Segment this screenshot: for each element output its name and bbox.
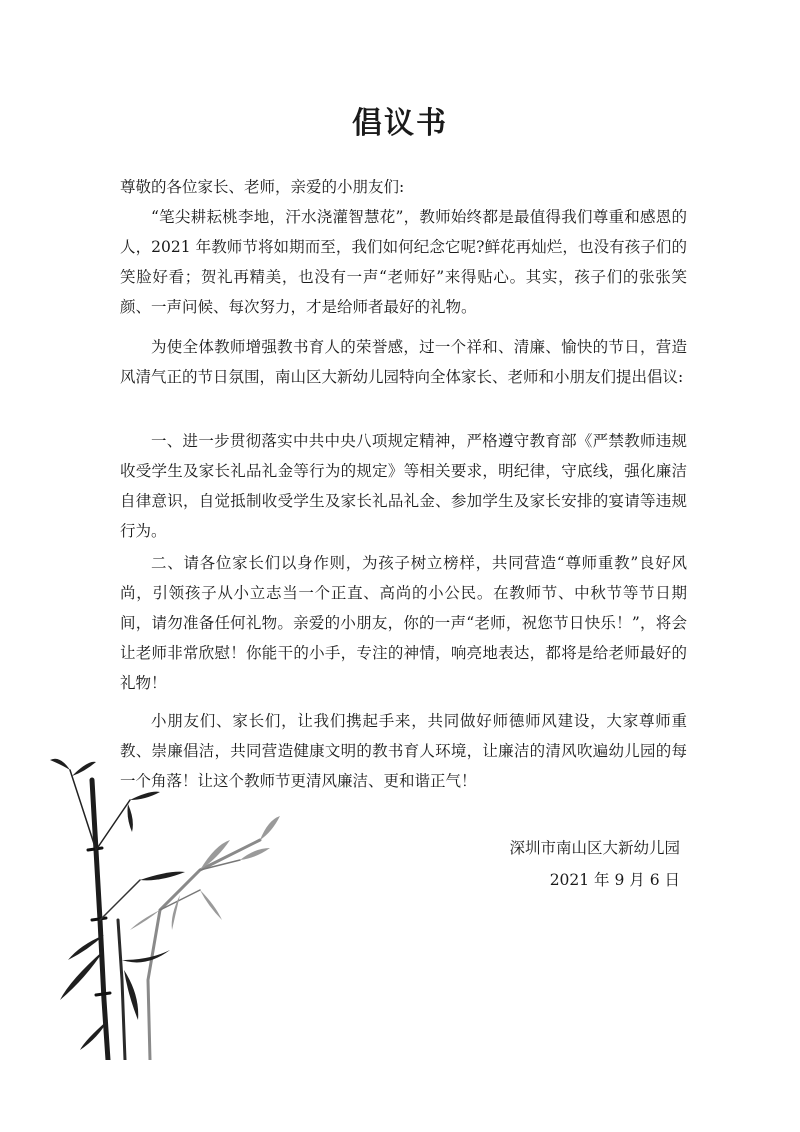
paragraph-closing: 小朋友们、家长们，让我们携起手来，共同做好师德师风建设，大家尊师重教、崇廉倡洁，共同营造健康文明的教书育人环境，让廉洁的清风吹遍幼儿园的每一个角落！让这个教师节更清风廉洁、更和谐正气！ — [120, 712, 687, 790]
paragraph-proposal-two: 二、请各位家长们以身作则，为孩子树立榜样，共同营造“尊师重教”良好风尚，引领孩子从小立志当一个正直、高尚的小公民。在教师节、中秋节等节日期间，请勿准备任何礼物。亲爱的小朋友，你的一声“老师，祝您节日快乐！”，将会让老师非常欣慰！你能干的小手，专注的神情，响亮地表达，都将是给老师最好的礼物！ — [120, 554, 687, 692]
document-title: 倡议书 — [352, 106, 448, 141]
salutation: 尊敬的各位家长、老师，亲爱的小朋友们: — [120, 178, 405, 196]
paragraph-proposal-one: 一、进一步贯彻落实中共中央八项规定精神，严格遵守教育部《严禁教师违规收受学生及家长礼品礼金等行为的规定》等相关要求，明纪律，守底线，强化廉洁自律意识，自觉抵制收受学生及家长礼品礼金、参加学生及家长安排的宴请等违规行为。 — [120, 432, 687, 540]
signature-organization: 深圳市南山区大新幼儿园 — [509, 839, 680, 857]
paragraph-intro: “笔尖耕耘桃李地，汗水浇灌智慧花”，教师始终都是最值得我们尊重和感恩的人，2021 年教师节将如期而至，我们如何纪念它呢?鲜花再灿烂，也没有孩子们的笑脸好看；贺礼再精美，也没有一声“老师好”来得贴心。其实，孩子们的张张笑颜、一声问候、每次努力，才是给师者最好的礼物。 — [120, 208, 687, 316]
paragraph-purpose: 为使全体教师增强教书育人的荣誉感，过一个祥和、清廉、愉快的节日，营造风清气正的节日氛围，南山区大新幼儿园特向全体家长、老师和小朋友们提出倡议: — [120, 338, 687, 386]
signature-date: 2021 年 9 月 6 日 — [549, 871, 680, 889]
bamboo-decoration-icon — [0, 720, 300, 1060]
